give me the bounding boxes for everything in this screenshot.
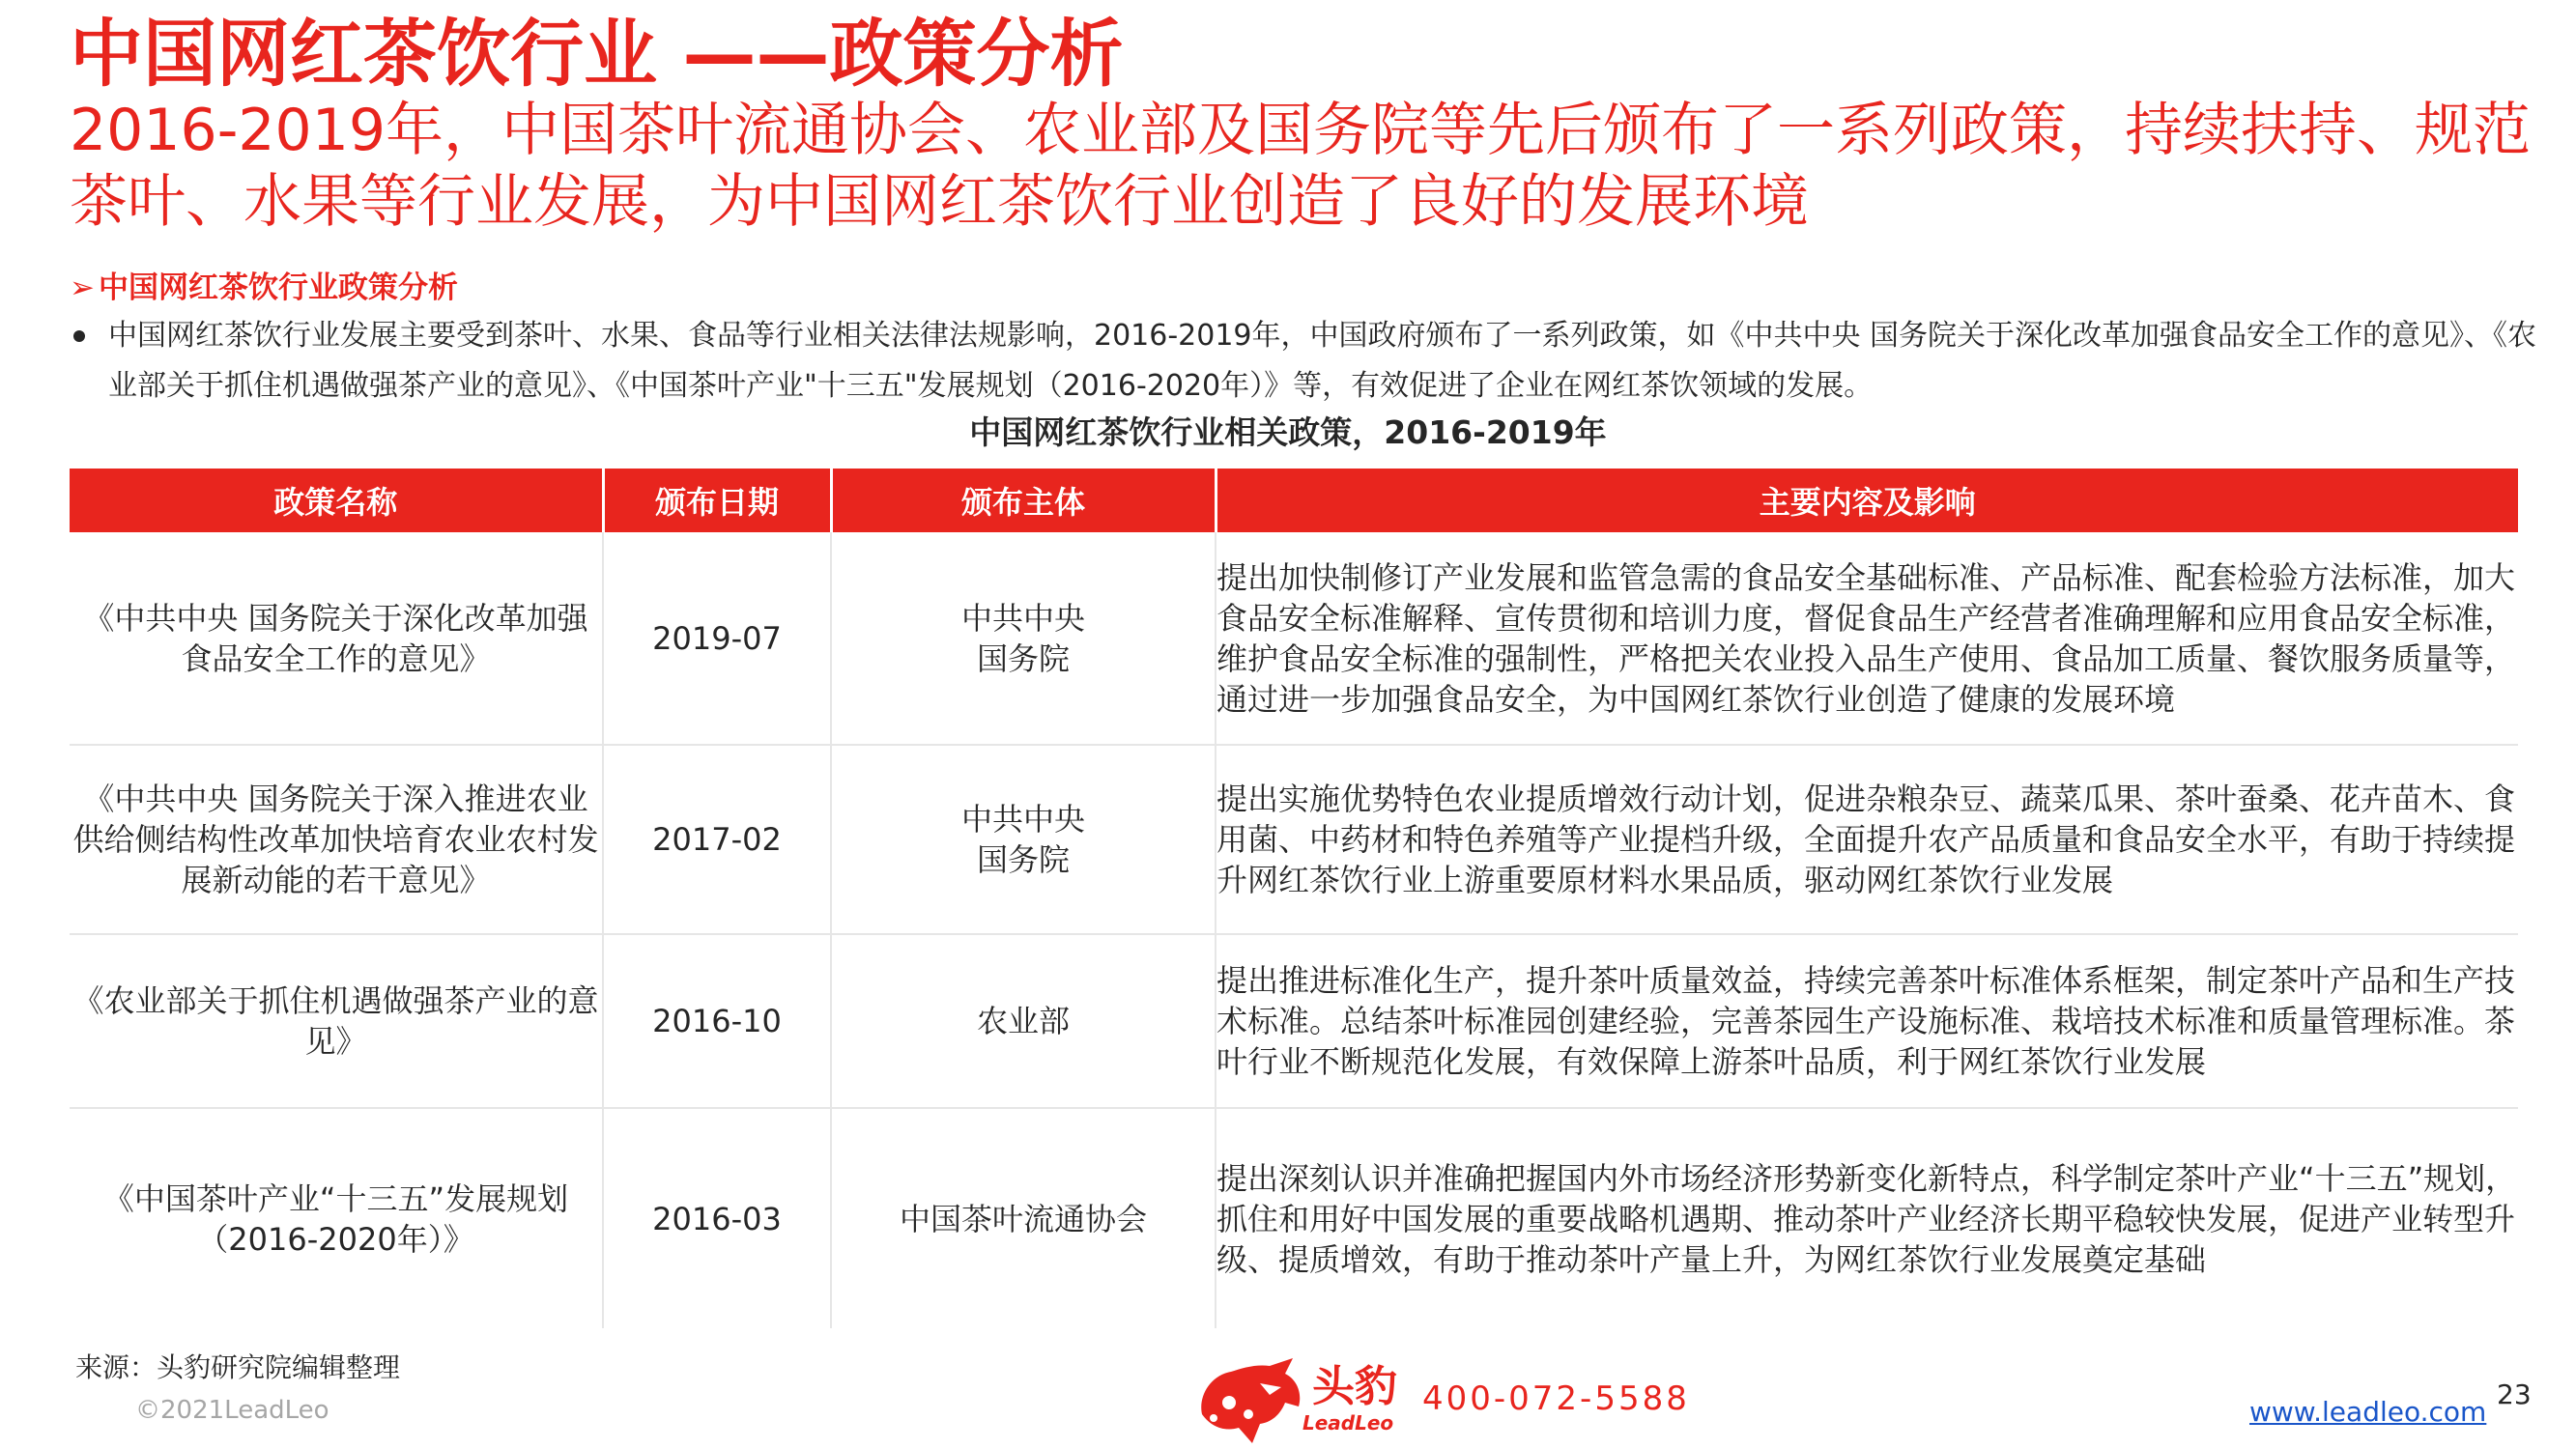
- page-title: 中国网红茶饮行业 ——政策分析: [70, 11, 1124, 97]
- issuer-line: 国务院: [976, 639, 1070, 677]
- bullet-dot-icon: [73, 330, 85, 342]
- issuer-cell: [831, 934, 1216, 1108]
- logo-chinese-name: 头豹: [1312, 1362, 1397, 1411]
- policy-name-cell: 《中国茶叶产业“十三五”发展规划（2016-2020年）》: [70, 1108, 603, 1328]
- issue-date-cell: 2016-03: [603, 1108, 831, 1328]
- arrow-right-icon: ➢: [70, 270, 95, 305]
- table-row: [70, 745, 2518, 934]
- bullet-paragraph: [70, 311, 2543, 412]
- section-heading-label: 中国网红茶饮行业政策分析: [98, 270, 458, 305]
- table-header-row: [70, 469, 2518, 532]
- header-content: 主要内容及影响: [1216, 469, 2518, 532]
- policy-name-cell: 《农业部关于抓住机遇做强茶产业的意见》: [70, 934, 603, 1108]
- copyright-text: ©2021LeadLeo: [135, 1396, 329, 1425]
- bullet-text: 中国网红茶饮行业发展主要受到茶叶、水果、食品等行业相关法律法规影响，2016-2019年，中国政府颁布了一系列政策，如《中共中央 国务院关于深化改革加强食品安全工作的意见》、《农业部关于抓住机遇做强茶产业的意见》、《中国茶叶产业"十三五"发展规划（2016-2020年）》等，有效促进了企业在网红茶饮领域的发展。: [108, 319, 2537, 403]
- issuer-line: 中共中央: [960, 599, 1085, 637]
- content-cell: 提出加快制修订产业发展和监管急需的食品安全基础标准、产品标准、配套检验方法标准，加大食品安全标准解释、宣传贯彻和培训力度，督促食品生产经营者准确理解和应用食品安全标准，维护食品安全标准的强制性，严格把关农业投入品生产使用、食品加工质量、餐饮服务质量等，通过进一步加强食品安全，为中国网红茶饮行业创造了健康的发展环境: [1216, 532, 2518, 745]
- issuer-cell: [831, 1108, 1216, 1328]
- website-link[interactable]: www.leadleo.com: [2249, 1396, 2487, 1428]
- content-cell: 提出实施优势特色农业提质增效行动计划，促进杂粮杂豆、蔬菜瓜果、茶叶蚕桑、花卉苗木、食用菌、中药材和特色养殖等产业提档升级，全面提升农产品质量和食品安全水平，有助于持续提升网红茶饮行业上游重要原材料水果品质，驱动网红茶饮行业发展: [1216, 745, 2518, 934]
- issue-date-cell: 2019-07: [603, 532, 831, 745]
- header-policy-name: 政策名称: [70, 469, 603, 532]
- table-row: [70, 934, 2518, 1108]
- phone-number: 400-072-5588: [1422, 1379, 1690, 1418]
- issuer-line: 中共中央: [960, 801, 1085, 838]
- header-issuer: 颁布主体: [831, 469, 1216, 532]
- issue-date-cell: 2017-02: [603, 745, 831, 934]
- section-heading: [70, 267, 458, 309]
- source-note: 来源：头豹研究院编辑整理: [75, 1351, 401, 1383]
- table-title: 中国网红茶饮行业相关政策，2016-2019年: [969, 413, 1607, 451]
- issuer-line: 国务院: [976, 841, 1070, 878]
- content-cell: 提出深刻认识并准确把握国内外市场经济形势新变化新特点，科学制定茶叶产业“十三五”规划，抓住和用好中国发展的重要战略机遇期、推动茶叶产业经济长期平稳较快发展，促进产业转型升级、提质增效，有助于推动茶叶产量上升，为网红茶饮行业发展奠定基础: [1216, 1159, 2517, 1278]
- table-row: [70, 532, 2518, 745]
- issuer-cell: [831, 532, 1216, 745]
- content-cell: 提出推进标准化生产，提升茶叶质量效益，持续完善茶叶标准体系框架，制定茶叶产品和生产技术标准。总结茶叶标准园创建经验，完善茶园生产设施标准、栽培技术标准和质量管理标准。茶叶行业不断规范化发展，有效保障上游茶叶品质，利于网红茶饮行业发展: [1216, 934, 2518, 1108]
- header-issue-date: 颁布日期: [603, 469, 831, 532]
- issue-date-cell: 2016-10: [603, 934, 831, 1108]
- issuer-cell: [831, 745, 1216, 934]
- table-row: [70, 1108, 2518, 1328]
- policy-name-cell: 《中共中央 国务院关于深化改革加强食品安全工作的意见》: [70, 532, 603, 745]
- policy-table: [70, 469, 2518, 1328]
- logo-english-name: LeadLeo: [1302, 1411, 1394, 1435]
- page-number: 23: [2497, 1378, 2532, 1410]
- issuer-line: 农业部: [976, 1003, 1070, 1039]
- policy-name-cell: 《中共中央 国务院关于深入推进农业供给侧结构性改革加快培育农业农村发展新动能的若干意见》: [70, 745, 603, 934]
- page-subtitle: 2016-2019年，中国茶叶流通协会、农业部及国务院等先后颁布了一系列政策，持续扶持、规范茶叶、水果等行业发展，为中国网红茶饮行业创造了良好的发展环境: [70, 97, 2532, 236]
- issuer-line: 中国茶叶流通协会: [899, 1200, 1147, 1237]
